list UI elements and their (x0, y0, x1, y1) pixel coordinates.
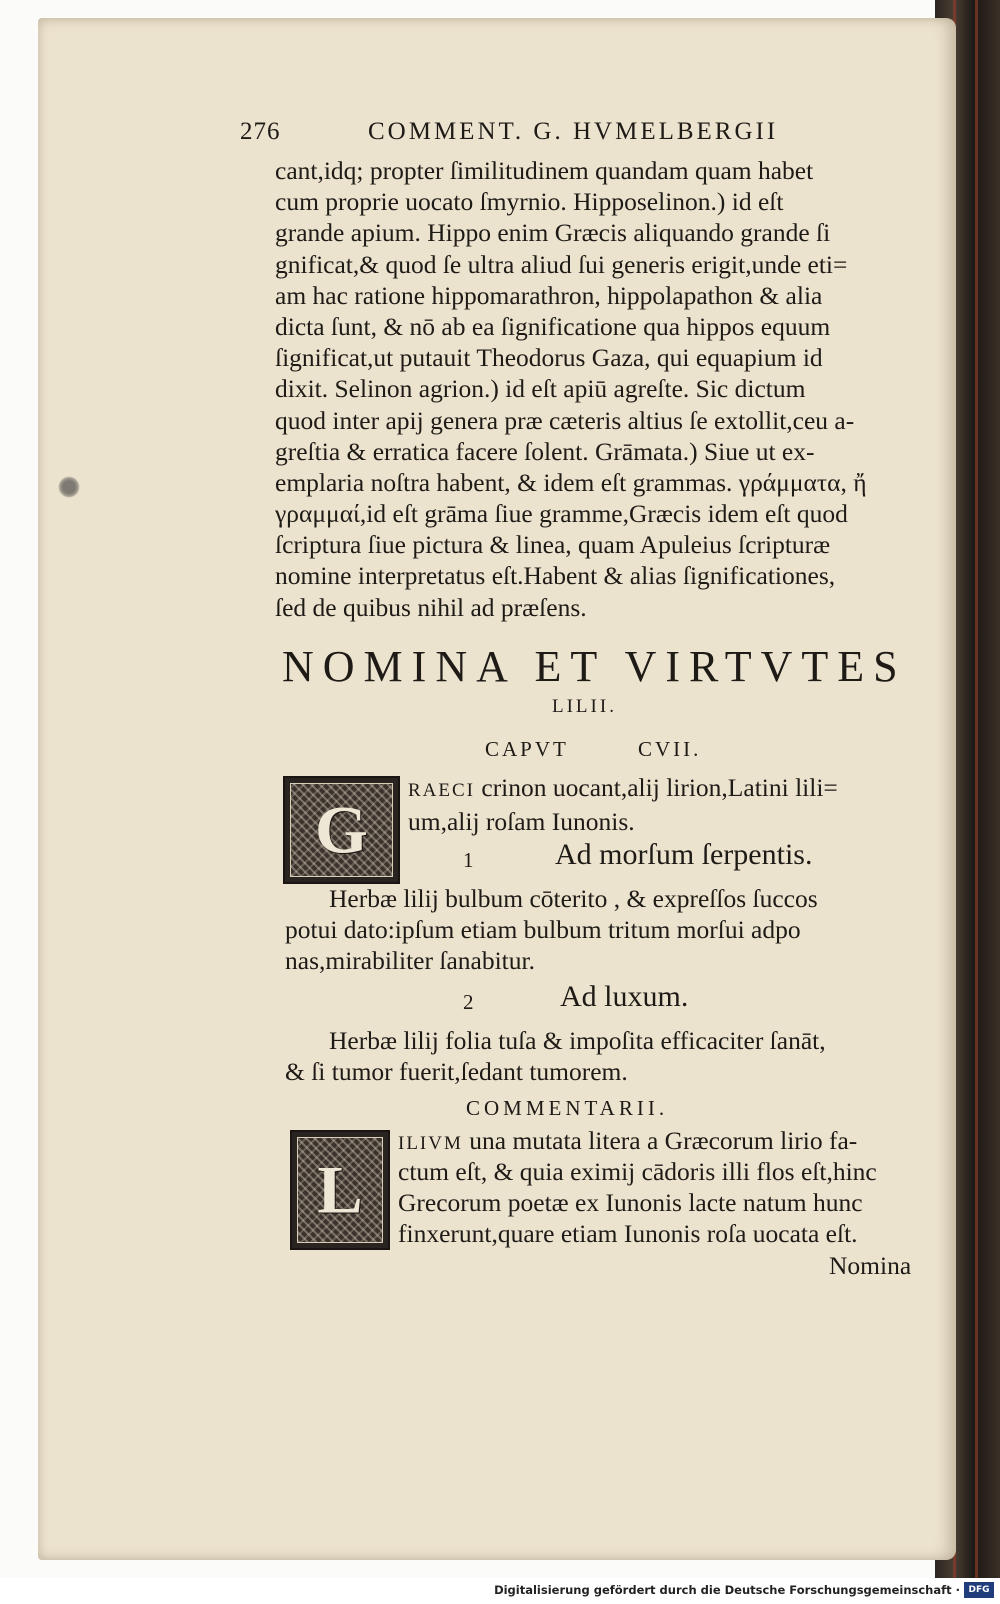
commentary-line (398, 1125, 857, 1159)
page-number: 276 (240, 118, 281, 145)
body-line: ſcriptura ſiue pictura & linea, quam Apuleius ſcripturæ (275, 530, 831, 560)
body-line: ſignificat,ut putauit Theodorus Gaza, qui equapium id (275, 343, 823, 373)
body-line: cum proprie uocato ſmyrnio. Hipposelinon.) id eſt (275, 187, 784, 217)
footer-bar (0, 1578, 1000, 1604)
opening-text: crinon uocant,alij lirion,Latini lili= (475, 773, 838, 802)
remedy-number: 2 (463, 990, 474, 1014)
commentary-line: ctum eſt, & quia eximij cādoris illi flos eſt,hinc (398, 1157, 877, 1186)
body-line: am hac ratione hippomarathron, hippolapathon & alia (275, 280, 823, 310)
decorated-initial-g (283, 776, 400, 884)
commentary-line: finxerunt,quare etiam Iunonis roſa uocata eſt. (398, 1219, 858, 1248)
page-header (240, 118, 880, 152)
chapter-number (485, 734, 785, 764)
commentary-line: Grecorum poetæ ex Iunonis lacte natum hunc (398, 1188, 863, 1217)
commentary-smallcaps: ILIVM (398, 1133, 463, 1154)
remedy-line: nas,mirabiliter ſanabitur. (285, 946, 535, 976)
running-title: COMMENT. G. HVMELBERGII (368, 118, 779, 145)
body-line: grande apium. Hippo enim Græcis aliquando grande ſi (275, 218, 831, 248)
remedy-text (285, 883, 945, 977)
remedy-line: Herbæ lilij bulbum cōterito , & expreſſos ſuccos (329, 884, 818, 913)
body-line: emplaria noſtra habent, & idem eſt grammas. γράμματα, ἤ (275, 467, 867, 497)
remedy-line: & ſi tumor fuerit,ſedant tumorem. (285, 1057, 628, 1087)
body-line: cant,idq; propter ſimilitudinem quandam quam habet (275, 156, 814, 185)
opening-line-1 (408, 772, 838, 806)
decorated-initial-l (290, 1130, 390, 1250)
body-line: dixit. Selinon agrion.) id eſt apiū agreſte. Sic dictum (275, 374, 806, 404)
commentary-text: una mutata litera a Græcorum lirio fa- (462, 1126, 858, 1155)
chapter-subtitle: LILII. (552, 696, 617, 717)
body-line: greſtia & erratica facere ſolent. Grāmata.) Siue ut ex- (275, 436, 815, 466)
remedy-number: 1 (463, 848, 474, 872)
stamp-mark-icon (58, 476, 80, 498)
chapter-title: NOMINA ET VIRTVTES (282, 642, 907, 691)
caput-label: CAPVT (485, 737, 569, 761)
edge-strip (975, 0, 978, 1578)
dfg-logo: DFG (964, 1582, 994, 1598)
remedy-line: Herbæ lilij folia tuſa & impoſita efficaciter ſanāt, (329, 1026, 826, 1055)
footer-credit: Digitalisierung gefördert durch die Deutsche Forschungsgemeinschaft · (494, 1583, 960, 1597)
initial-letter: G (315, 791, 368, 868)
initial-letter: L (317, 1151, 363, 1228)
remedy-line: potui dato:ipſum etiam bulbum tritum morſui adpo (285, 915, 801, 945)
opening-line-2: um,alij roſam Iunonis. (408, 807, 635, 836)
commentary-heading: COMMENTARII. (466, 1096, 669, 1120)
body-text (275, 155, 935, 623)
body-line: dicta ſunt, & nō ab ea ſignificatione qua hippos equum (275, 311, 831, 341)
remedy-text (285, 1025, 945, 1087)
catchword: Nomina (829, 1251, 912, 1280)
opening-smallcaps: RAECI (408, 780, 475, 801)
body-line: gnificat,& quod ſe ultra aliud ſui generis erigit,unde eti= (275, 249, 848, 279)
remedy-heading: Ad luxum. (560, 980, 689, 1013)
remedy-heading: Ad morſum ſerpentis. (555, 838, 813, 871)
body-line: nomine interpretatus eſt.Habent & alias ſignificationes, (275, 561, 836, 591)
body-line: quod inter apij genera præ cæteris altius ſe extollit,ceu a- (275, 405, 855, 435)
caput-number: CVII. (638, 737, 702, 761)
body-line: γραμμαί,id eſt grāma ſiue gramme,Græcis idem eſt quod (275, 499, 848, 529)
body-line: ſed de quibus nihil ad præſens. (275, 592, 587, 622)
